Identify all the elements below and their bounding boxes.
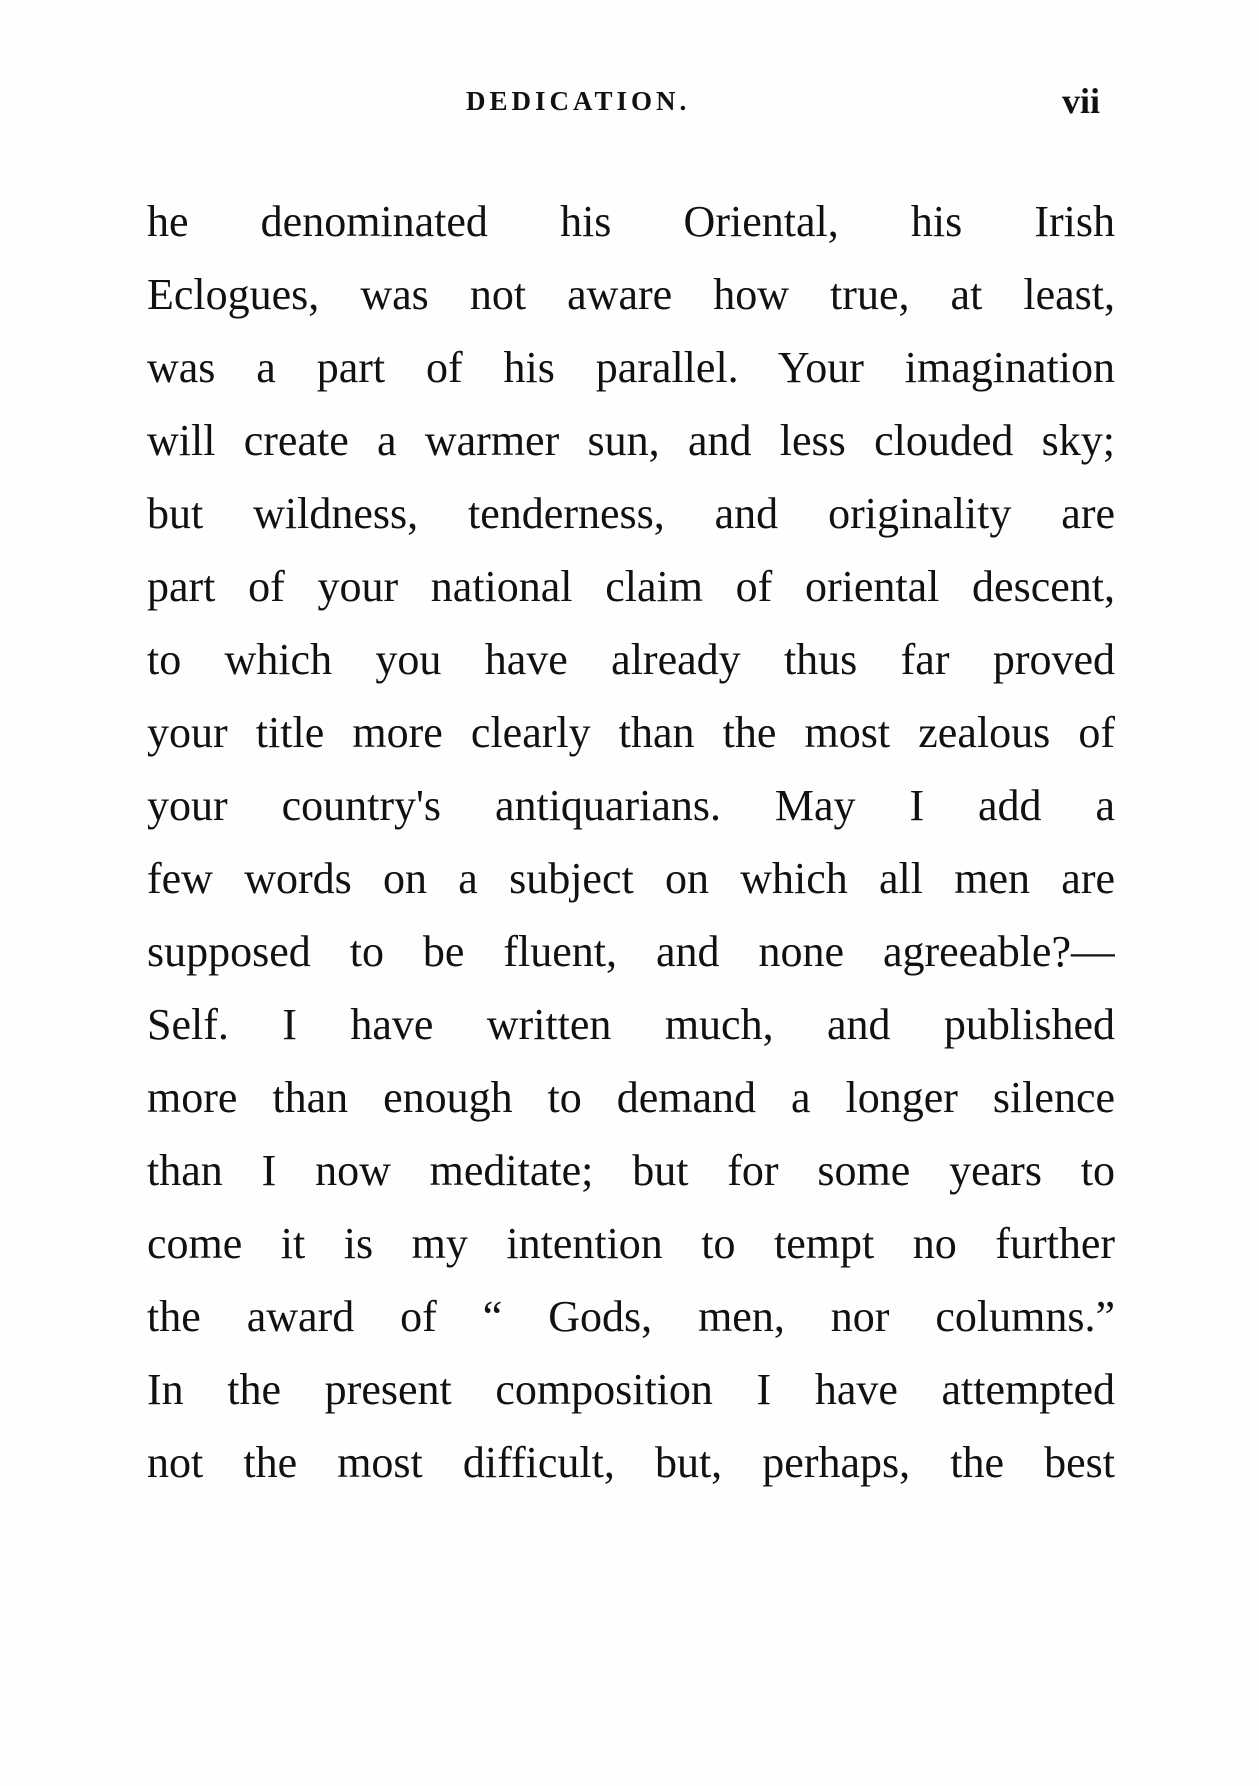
text-line: the award of “ Gods, men, nor columns.” [147,1292,1115,1341]
text-line: your country's antiquarians. May I add a [147,781,1115,830]
text-line: more than enough to demand a longer silence [147,1073,1115,1122]
text-line: will create a warmer sun, and less clouded sky; [147,416,1115,465]
text-line: In the present composition I have attempted [147,1365,1115,1414]
text-line: part of your national claim of oriental descent, [147,562,1115,611]
text-line: he denominated his Oriental, his Irish [147,197,1115,246]
page-number: vii [1061,81,1100,121]
text-line: come it is my intention to tempt no further [147,1219,1115,1268]
text-line: to which you have already thus far proved [147,635,1115,684]
text-line: Eclogues, was not aware how true, at least, [147,270,1115,319]
text-line: not the most difficult, but, perhaps, the best [147,1438,1115,1487]
text-line: few words on a subject on which all men are [147,854,1115,903]
text-line: supposed to be fluent, and none agreeable?— [147,927,1115,976]
text-line: than I now meditate; but for some years to [147,1146,1115,1195]
text-line: was a part of his parallel. Your imagination [147,343,1115,392]
text-line: your title more clearly than the most zealous of [147,708,1115,757]
body-text [147,185,1115,1499]
running-title: DEDICATION. [466,86,691,116]
text-line: Self. I have written much, and published [147,1000,1115,1049]
running-head [150,80,1110,130]
text-line: but wildness, tenderness, and originality are [147,489,1115,538]
